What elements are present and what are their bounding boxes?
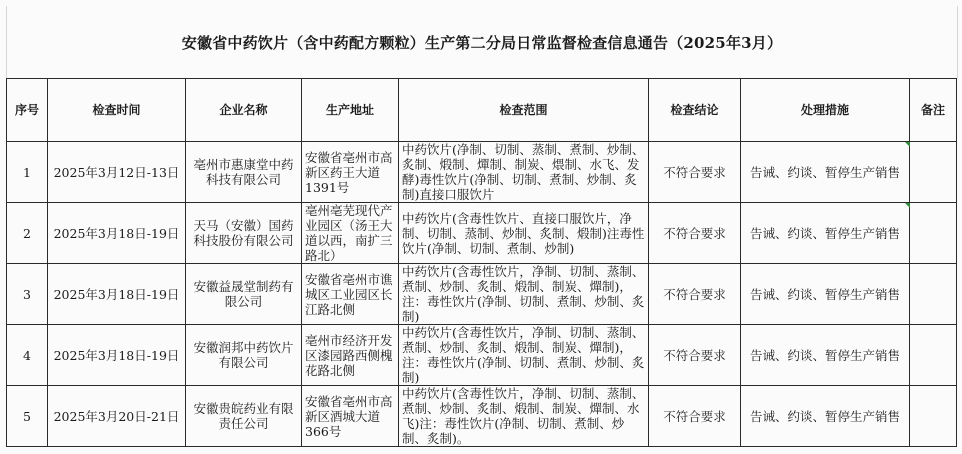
cell-conclusion: 不符合要求 — [649, 203, 741, 264]
cell-company: 安徽贵皖药业有限责任公司 — [186, 386, 302, 447]
header-conclusion: 检查结论 — [649, 79, 741, 142]
cell-index: 3 — [7, 264, 48, 325]
cell-scope: 中药饮片(含毒性饮片，净制、切制、蒸制、煮制、炒制、炙制、煅制、制炭、燀制)，注：毒性饮片(净制、切制、煮制、炒制、炙制) — [399, 325, 649, 386]
cell-measures: 告诫、约谈、暂停生产销售 — [741, 386, 910, 447]
cell-date: 2025年3月18日-19日 — [48, 325, 186, 386]
table-row — [7, 264, 957, 325]
cell-remarks — [910, 325, 957, 386]
table-row — [7, 142, 957, 203]
cell-measures: 告诫、约谈、暂停生产销售 — [741, 325, 910, 386]
title-row — [6, 6, 958, 78]
cell-address: 安徽省亳州市高新区酒城大道366号 — [302, 386, 399, 447]
header-date: 检查时间 — [48, 79, 186, 142]
cell-date: 2025年3月18日-19日 — [48, 203, 186, 264]
table-row — [7, 203, 957, 264]
header-address: 生产地址 — [302, 79, 399, 142]
cell-date: 2025年3月12日-13日 — [48, 142, 186, 203]
cell-index: 2 — [7, 203, 48, 264]
cell-remarks — [910, 203, 957, 264]
cell-measures: 告诫、约谈、暂停生产销售 — [741, 203, 910, 264]
table-row — [7, 386, 957, 447]
header-row — [7, 79, 957, 142]
header-index: 序号 — [7, 79, 48, 142]
cell-conclusion: 不符合要求 — [649, 386, 741, 447]
cell-measures: 告诫、约谈、暂停生产销售 — [741, 142, 910, 203]
cell-remarks — [910, 386, 957, 447]
inspection-table — [6, 78, 957, 447]
cell-remarks — [910, 264, 957, 325]
cell-scope: 中药饮片(含毒性饮片、直接口服饮片，净制、切制、蒸制、炒制、炙制、煅制)注毒性饮片(净制、切制、煮制、炒制) — [399, 203, 649, 264]
cell-scope: 中药饮片(含毒性饮片，净制、切制、蒸制、煮制、炒制、炙制、煅制、制炭、燀制、水飞)注：毒性饮片(净制、切制、煮制、炒制、炙制)。 — [399, 386, 649, 447]
cell-company: 天马（安徽）国药科技股份有限公司 — [186, 203, 302, 264]
header-remarks: 备注 — [910, 79, 957, 142]
cell-company: 安徽益晟堂制药有限公司 — [186, 264, 302, 325]
cell-marker-icon — [905, 203, 910, 208]
cell-conclusion: 不符合要求 — [649, 325, 741, 386]
header-scope: 检查范围 — [399, 79, 649, 142]
cell-index: 4 — [7, 325, 48, 386]
cell-index: 5 — [7, 386, 48, 447]
cell-marker-icon — [905, 142, 910, 147]
cell-company: 亳州市惠康堂中药科技有限公司 — [186, 142, 302, 203]
cell-address: 安徽省亳州市高新区药王大道1391号 — [302, 142, 399, 203]
table-row — [7, 325, 957, 386]
header-company: 企业名称 — [186, 79, 302, 142]
cell-address: 安徽省亳州市谯城区工业园区长江路北侧 — [302, 264, 399, 325]
cell-scope: 中药饮片(净制、切制、蒸制、煮制、炒制、炙制、煅制、燀制、制炭、煨制、水飞、发酵)毒性饮片(净制、切制、煮制、炒制、炙制)直接口服饮片 — [399, 142, 649, 203]
cell-index: 1 — [7, 142, 48, 203]
cell-address: 亳州亳芜现代产业园区（汤王大道以西，南扩三路北） — [302, 203, 399, 264]
cell-scope: 中药饮片(含毒性饮片，净制、切制、蒸制、煮制、炒制、炙制、煅制、制炭、燀制)，注：毒性饮片(净制、切制、煮制、炒制、炙制) — [399, 264, 649, 325]
cell-date: 2025年3月18日-19日 — [48, 264, 186, 325]
cell-address: 亳州市经济开发区漆园路西侧槐花路北侧 — [302, 325, 399, 386]
cell-company: 安徽润邦中药饮片有限公司 — [186, 325, 302, 386]
cell-date: 2025年3月20日-21日 — [48, 386, 186, 447]
cell-conclusion: 不符合要求 — [649, 264, 741, 325]
cell-remarks — [910, 142, 957, 203]
cell-conclusion: 不符合要求 — [649, 142, 741, 203]
cell-measures: 告诫、约谈、暂停生产销售 — [741, 264, 910, 325]
header-measures: 处理措施 — [741, 79, 910, 142]
page-title: 安徽省中药饮片（含中药配方颗粒）生产第二分局日常监督检查信息通告（2025年3月） — [181, 33, 783, 52]
